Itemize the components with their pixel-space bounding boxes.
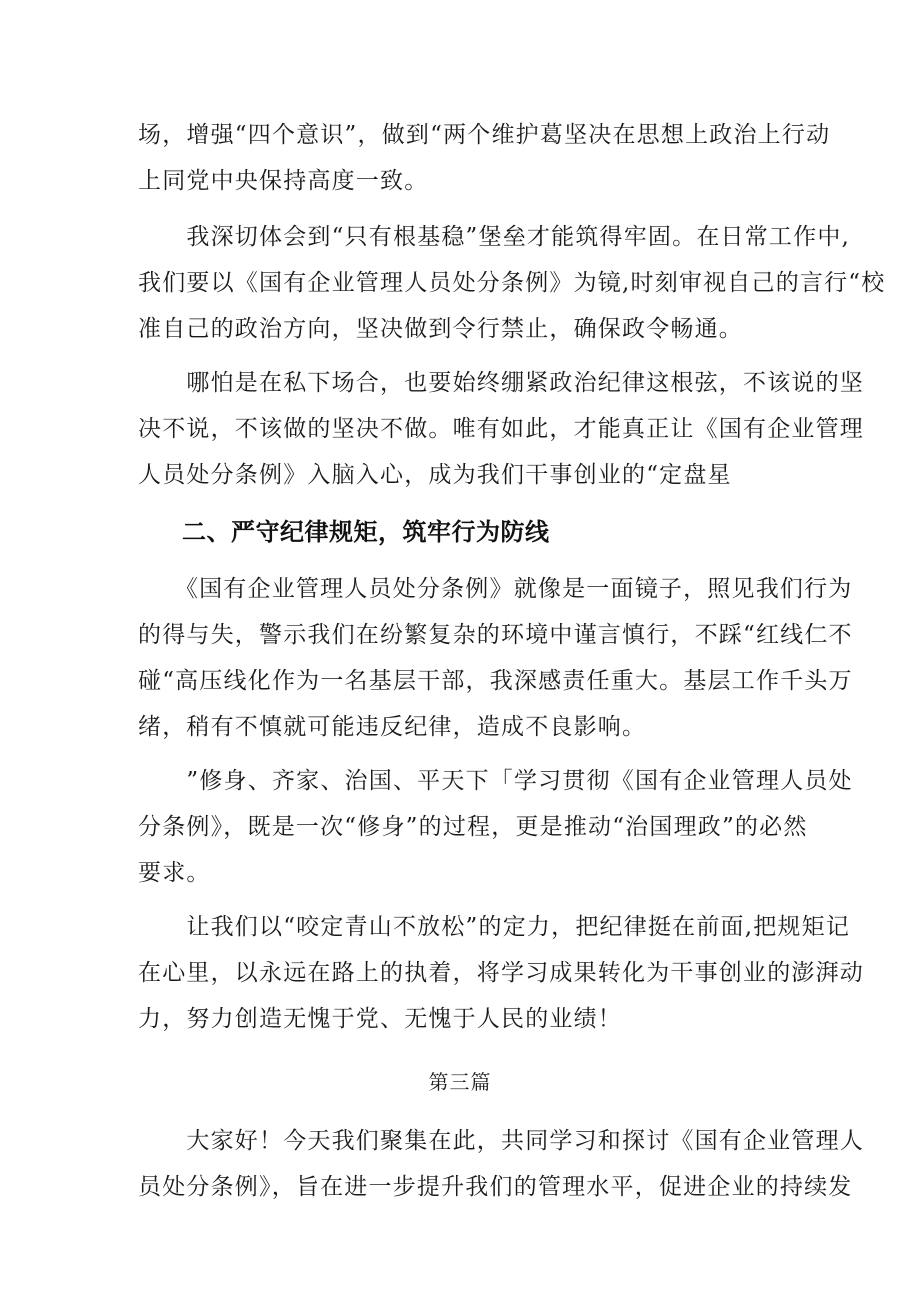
text-line: 准自己的政治方向，坚决做到令行禁止，确保政令畅通。 xyxy=(138,316,743,342)
text-line: 员处分条例》，旨在进一步提升我们的管理水平，促进企业的持续发 xyxy=(138,1174,853,1200)
text-line: 碰“高压线化作为一名基层干部，我深感责任重大。基层工作千头万 xyxy=(138,668,853,694)
section-label: 第三篇 xyxy=(428,1070,492,1094)
text-line: 让我们以“咬定青山不放松”的定力，把纪律挺在前面,把规矩记 xyxy=(138,914,851,940)
paragraph-1 xyxy=(138,112,831,204)
text-line: 要求。 xyxy=(138,860,211,886)
text-line: 分条例》，既是一次“修身”的过程，更是推动“治国理政”的必然 xyxy=(138,814,808,840)
paragraph-6 xyxy=(138,904,864,1042)
text-line: 的得与失，警示我们在纷繁复杂的环境中谨言慎行，不踩“红线仁不 xyxy=(138,622,853,648)
text-line: 场，增强“四个意识”，做到“两个维护葛坚决在思想上政治上行动 xyxy=(138,122,831,148)
text-line: 人员处分条例》入脑入心，成为我们干事创业的“定盘星 xyxy=(138,462,732,488)
text-line: 力，努力创造无愧于党、无愧于人民的业绩！ xyxy=(138,1006,622,1032)
text-line: 我深切体会到“只有根基稳”堡垒才能筑得牢固。在日常工作中, xyxy=(138,224,851,250)
section-heading: 二、严守纪律规矩，筑牢行为防线 xyxy=(182,518,550,546)
paragraph-4 xyxy=(138,566,853,750)
text-line: 上同党中央保持高度一致。 xyxy=(138,168,429,194)
paragraph-7 xyxy=(138,1118,864,1210)
text-line: 在心里，以永远在路上的执着，将学习成果转化为干事创业的澎湃动 xyxy=(138,960,864,986)
text-line: 《国有企业管理人员处分条例》就像是一面镜子，照见我们行为 xyxy=(138,576,853,602)
paragraph-5 xyxy=(138,758,853,896)
paragraph-2 xyxy=(138,214,886,352)
text-line: ”修身、齐家、治国、平天下「学习贯彻《国有企业管理人员处 xyxy=(138,768,853,794)
text-line: 绪，稍有不慎就可能违反纪律，造成不良影响。 xyxy=(138,714,647,740)
paragraph-3 xyxy=(138,360,864,498)
text-line: 哪怕是在私下场合，也要始终绷紧政治纪律这根弦，不该说的坚 xyxy=(138,370,864,396)
text-line: 决不说，不该做的坚决不做。唯有如此，才能真正让《国有企业管理 xyxy=(138,416,864,442)
text-line: 我们要以《国有企业管理人员处分条例》为镜,时刻审视自己的言行“校 xyxy=(138,270,886,296)
text-line: 大家好！今天我们聚集在此，共同学习和探讨《国有企业管理人 xyxy=(138,1128,864,1154)
